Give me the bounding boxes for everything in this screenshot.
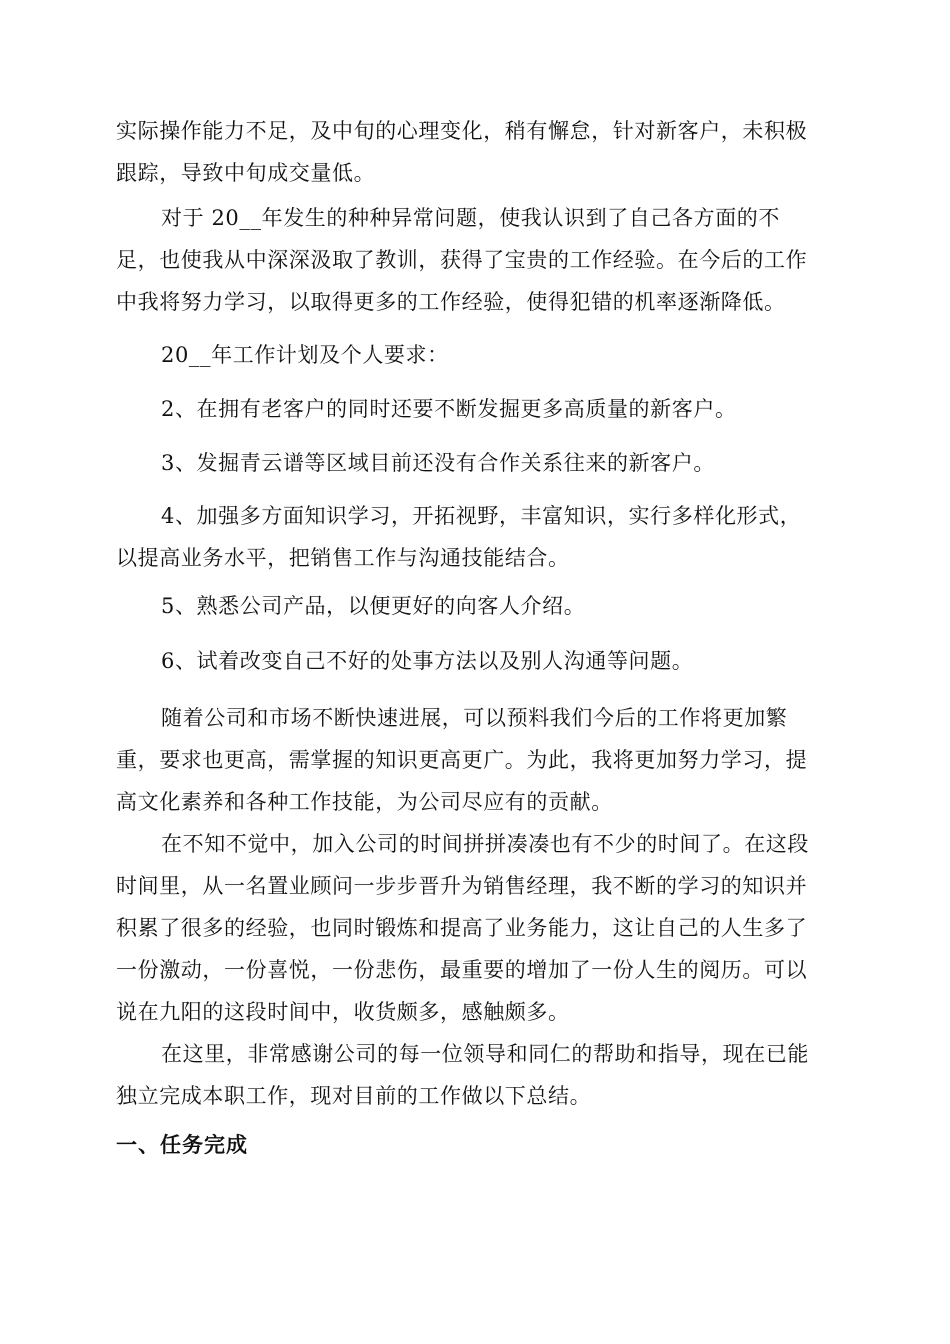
text-line: 在不知不觉中，加入公司的时间拼拼凑凑也有不少的时间了。在这段 (161, 832, 809, 856)
plan-item-2 (116, 388, 836, 430)
text-line: 中我将努力学习，以取得更多的工作经验，使得犯错的机率逐渐降低。 (116, 290, 786, 314)
text-line: 实际操作能力不足，及中旬的心理变化，稍有懈怠，针对新客户，未积极 (116, 119, 808, 143)
text-line: 6、试着改变自己不好的处事方法以及别人沟通等问题。 (161, 649, 694, 673)
text-line: 4、加强多方面知识学习，开拓视野，丰富知识，实行多样化形式， (161, 504, 802, 528)
text-line: 足，也使我从中深深汲取了教训，获得了宝贵的工作经验。在今后的工作 (116, 248, 808, 272)
plan-item-6 (116, 640, 836, 682)
paragraph-lessons (116, 197, 836, 323)
text-line: 在这里，非常感谢公司的每一位领导和同仁的帮助和指导，现在已能 (161, 1042, 809, 1066)
text-line: 20__年工作计划及个人要求： (161, 343, 449, 367)
paragraph-experience (116, 823, 836, 1033)
text-line: 高文化素养和各种工作技能，为公司尽应有的贡献。 (116, 790, 613, 814)
text-line: 2、在拥有老客户的同时还要不断发掘更多高质量的新客户。 (161, 397, 737, 421)
text-line: 说在九阳的这段时间中，收货颇多，感触颇多。 (116, 1000, 570, 1024)
paragraph-market (116, 697, 836, 823)
plan-item-4 (116, 495, 836, 579)
text-line: 跟踪，导致中旬成交量低。 (116, 161, 376, 185)
text-line: 5、熟悉公司产品，以便更好的向客人介绍。 (161, 594, 586, 618)
plan-item-5 (116, 585, 836, 627)
text-line: 3、发掘青云谱等区域目前还没有合作关系往来的新客户。 (161, 451, 715, 475)
text-line: 以提高业务水平，把销售工作与沟通技能结合。 (116, 546, 570, 570)
paragraph-plan-title (116, 334, 836, 376)
text-line: 一份激动，一份喜悦，一份悲伤，最重要的增加了一份人生的阅历。可以 (116, 958, 808, 982)
text-line: 重，要求也更高，需掌握的知识更高更广。为此，我将更加努力学习，提 (116, 748, 808, 772)
text-line: 对于 20__年发生的种种异常问题，使我认识到了自己各方面的不 (161, 206, 780, 230)
plan-item-3 (116, 442, 836, 484)
section-heading: 一、任务完成 (116, 1133, 248, 1157)
paragraph-continuation (116, 110, 836, 194)
text-line: 积累了很多的经验，也同时锻炼和提高了业务能力，这让自己的人生多了 (116, 916, 808, 940)
paragraph-thanks (116, 1033, 836, 1117)
text-line: 时间里，从一名置业顾问一步步晋升为销售经理，我不断的学习的知识并 (116, 874, 808, 898)
text-line: 随着公司和市场不断快速进展，可以预料我们今后的工作将更加繁 (161, 706, 788, 730)
text-line: 独立完成本职工作，现对目前的工作做以下总结。 (116, 1084, 592, 1108)
